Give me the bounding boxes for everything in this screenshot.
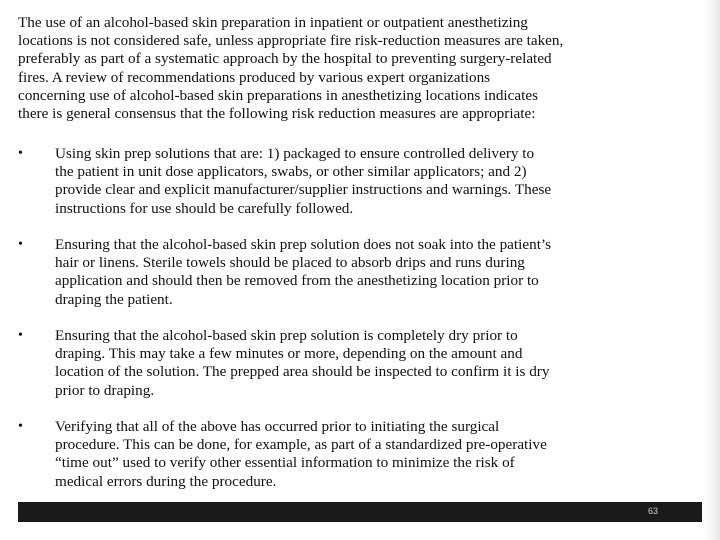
intro-line: The use of an alcohol-based skin preparation in inpatient or outpatient anesthetizing <box>18 14 528 31</box>
intro-line: locations is not considered safe, unless appropriate fire risk-reduction measures are taken, <box>18 32 564 50</box>
bullet-item-verify-time-out <box>18 418 685 491</box>
right-edge-shadow <box>704 0 720 540</box>
page-number: 63 <box>647 506 658 516</box>
bullet-line: location of the solution. The prepped area should be inspected to confirm it is dry <box>55 363 550 381</box>
bullet-line: Using skin prep solutions that are: 1) packaged to ensure controlled delivery to <box>55 145 535 162</box>
intro-line: there is general consensus that the following risk reduction measures are appropriate: <box>18 105 536 123</box>
bullet-line: draping. This may take a few minutes or more, depending on the amount and <box>55 345 523 363</box>
intro-line: preferably as part of a systematic approach by the hospital to preventing surgery-related <box>18 50 552 68</box>
bullet-line: application and should then be removed from the anesthetizing location prior to <box>55 272 539 290</box>
bullet-item-no-soaking <box>18 236 685 309</box>
bullet-line: Ensuring that the alcohol-based skin prep solution is completely dry prior to <box>55 327 518 344</box>
bullet-icon: • <box>18 146 23 161</box>
bullet-icon: • <box>18 237 23 252</box>
intro-paragraph <box>18 14 698 123</box>
bullet-line: prior to draping. <box>55 381 155 399</box>
bullet-line: instructions for use should be carefully followed. <box>55 199 354 217</box>
bullet-line: the patient in unit dose applicators, swabs, or other similar applicators; and 2) <box>55 163 527 181</box>
bullet-line: “time out” used to verify other essential information to minimize the risk of <box>55 454 515 472</box>
bullet-line: hair or linens. Sterile towels should be placed to absorb drips and runs during <box>55 254 525 272</box>
bullet-line: procedure. This can be done, for example, as part of a standardized pre-operative <box>55 436 547 454</box>
bullet-line: provide clear and explicit manufacturer/supplier instructions and warnings. These <box>55 181 552 199</box>
bullet-icon: • <box>18 328 23 343</box>
footer-bar <box>18 502 702 522</box>
intro-line: fires. A review of recommendations produced by various expert organizations <box>18 68 491 86</box>
bullet-line: Ensuring that the alcohol-based skin prep solution does not soak into the patient’s <box>55 236 552 253</box>
bullet-line: draping the patient. <box>55 290 173 308</box>
bullet-line: Verifying that all of the above has occurred prior to initiating the surgical <box>55 418 500 435</box>
bullet-item-skin-prep-packaging <box>18 145 685 218</box>
bullet-icon: • <box>18 419 23 434</box>
bullet-line: medical errors during the procedure. <box>55 472 277 490</box>
bullet-item-dry-before-draping <box>18 327 685 400</box>
intro-line: concerning use of alcohol-based skin preparations in anesthetizing locations indicates <box>18 86 539 104</box>
document-body <box>18 14 698 123</box>
